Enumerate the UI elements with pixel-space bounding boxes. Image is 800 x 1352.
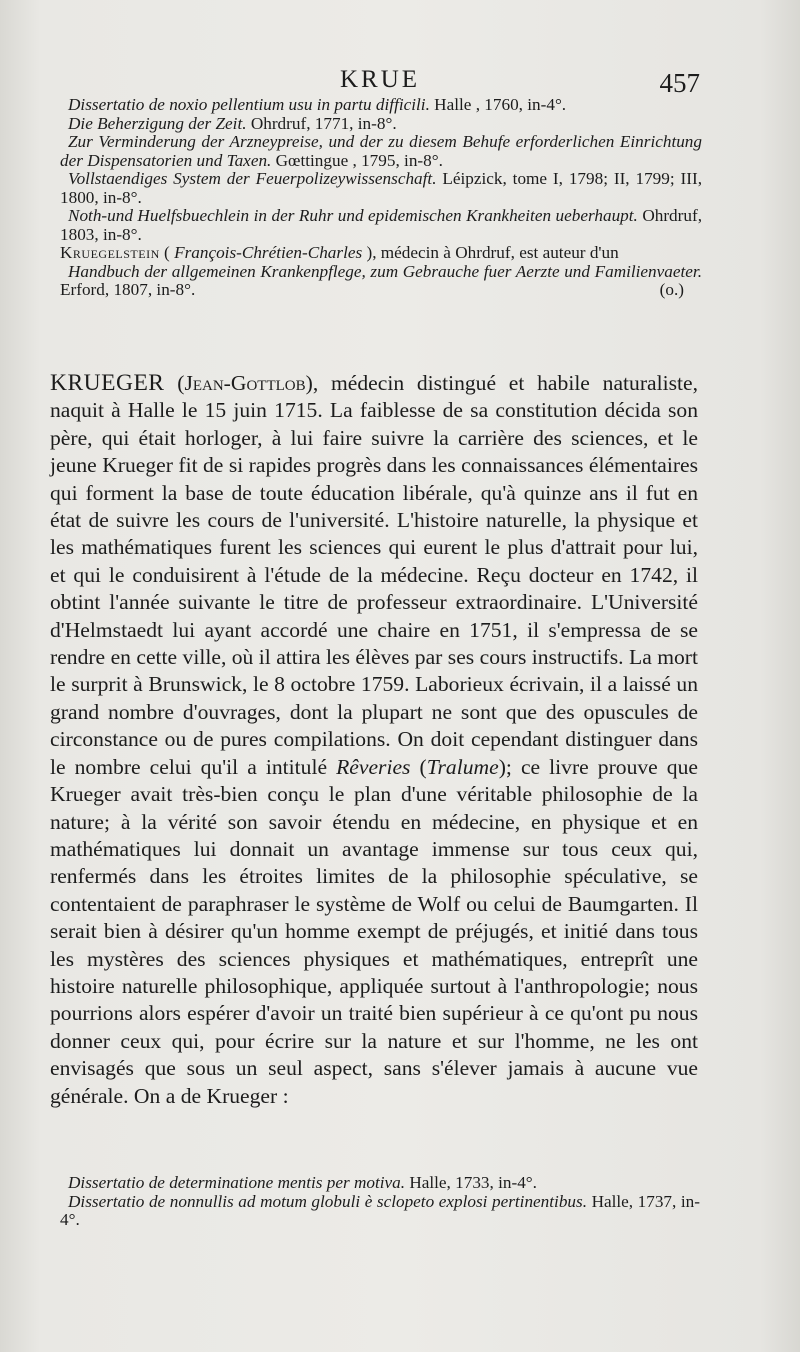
bibliography-entry — [60, 1193, 700, 1230]
bibliography-entry — [60, 1174, 700, 1193]
work-imprint: Halle, 1737, in-4°. — [60, 1191, 700, 1229]
article-given-names: Jean-Gottlob — [184, 371, 306, 395]
bibliography-top — [60, 96, 702, 300]
bibliography-entry — [60, 207, 702, 244]
work-imprint: Erford, 1807, in-8°. — [60, 280, 196, 299]
kruegelstein-entry: Kruegelstein ( François-Chrétien-Charles ), médecin à Ohrdruf, est auteur d'un — [60, 243, 619, 262]
work-title: Noth-und Huelfsbuechlein in der Ruhr und epidemischen Krankheiten ueberhaupt. — [68, 206, 638, 225]
article-paragraph-part-2: ; ce livre prouve que Krueger avait très-bien conçu le plan d'une véritable philosophie de la nature; à la vérité son savoir étendu en médecine, en physique et en mathématiques lui donnait un avantage immense sur tous ceux qui, renfermés dans les étroites limites de la philosophie spéculative, se contentaient de paraphraser le système de Wolf ou celui de Baumgarten. Il serait bien à désirer qu'un homme exempt de préjugés, et initié dans tous les mystères des sciences physiques et mathématiques, entreprît une histoire naturelle philosophique, appliquée surtout à l'anthropologie; nous pourrions alors espérer d'avoir un traité bien supérieur à ce qu'ont pu nous donner ceux qui, pour écrire sur la nature et sur l'homme, ne les ont envisagés que sous un seul aspect, sans s'élever jamais à aucune vue générale. On a de Krueger : — [50, 754, 698, 1108]
work-title: Dissertatio de determinatione mentis per motiva. — [68, 1173, 406, 1192]
bibliography-entry — [60, 96, 702, 115]
work-title-reveries: Rêveries — [336, 754, 411, 779]
work-title-traume: Tralume — [426, 754, 499, 779]
article-body: KRUEGER (Jean-Gottlob), médecin distingué et habile naturaliste, naquit à Halle le 15 juin 1715. La faiblesse de sa constitution décida son père, qui était horloger, à lui faire suivre la carrière des sciences, et le jeune Krueger fit de si rapides progrès dans les connaissances élémentaires qui forment la base de toute éducation libérale, qu'à quinze ans il fut en état de suivre les cours de l'université. L'histoire naturelle, la physique et les mathématiques furent les sciences qui eurent le plus d'attrait pour lui, et qui le conduisirent à l'étude de la médecine. Reçu docteur en 1742, il obtint l'année suivante le titre de professeur extraordinaire. L'Université d'Helmstaedt lui ayant accordé une chaire en 1751, il s'empressa de se rendre en cette ville, où il attira les élèves par ses cours instructifs. La mort le surprit à Brunswick, le 8 octobre 1759. Laborieux écrivain, il a laissé un grand nombre d'ouvrages, dont la plupart ne sont que des opuscules de circonstance ou de pures compilations. On doit cependant distinguer dans le nombre celui qu'il a intitulé Rêveries (Tralume); ce livre prouve que Krueger avait très-bien conçu le plan d'une véritable philosophie de la nature; à la vérité son savoir étendu en médecine, en physique et en mathématiques lui donnait un avantage immense sur tous ceux qui, renfermés dans les étroites limites de la philosophie spéculative, se contentaient de paraphraser le système de Wolf ou celui de Baumgarten. Il serait bien à désirer qu'un homme exempt de préjugés, et initié dans tous les mystères des sciences physiques et mathématiques, entreprît une histoire naturelle philosophique, appliquée surtout à l'anthropologie; nous pourrions alors espérer d'avoir un traité bien supérieur à ce qu'ont pu nous donner ceux qui, pour écrire sur la nature et sur l'homme, ne les ont envisagés que sous un seul aspect, sans s'élever jamais à aucune vue générale. On a de Krueger : — [50, 370, 698, 1108]
running-head: KRUE — [339, 66, 421, 93]
work-imprint: Gœttingue , 1795, in-8°. — [271, 150, 443, 170]
entry-given-names: François-Chrétien-Charles — [174, 243, 363, 262]
work-imprint: Ohrdruf, 1771, in-8°. — [246, 113, 397, 133]
page-header — [60, 64, 700, 96]
article-headword: KRUEGER — [50, 370, 165, 396]
work-title: Dissertatio de noxio pellentium usu in partu difficili. — [68, 95, 430, 114]
work-title: Die Beherzigung der Zeit. — [68, 113, 247, 133]
work-imprint: Léipzick, tome I, 1798; II, 1799; III, 1800, in-8°. — [60, 169, 702, 207]
work-title: Dissertatio de nonnullis ad motum globuli è sclopeto explosi pertinentibus. — [68, 1191, 587, 1211]
work-imprint: Halle, 1733, in-4°. — [405, 1173, 537, 1192]
bibliography-entry — [60, 133, 702, 170]
bibliography-entry — [60, 115, 702, 134]
page-number: 457 — [659, 68, 700, 98]
bibliography-entry — [60, 170, 702, 207]
work-title: Vollstaendiges System der Feuerpolizeywissenschaft. — [68, 169, 437, 188]
work-title: Handbuch der allgemeinen Krankenpflege, zum Gebrauche fuer Aerzte und Familienvaeter. — [68, 261, 702, 281]
entry-name: Kruegelstein — [60, 243, 160, 262]
work-imprint: Ohrdruf, 1803, in-8°. — [60, 206, 702, 244]
entry-description: , médecin à Ohrdruf, est auteur d'un — [372, 243, 619, 262]
work-title: Zur Verminderung der Arzneypreise, und der zu diesem Behufe erforderlichen Einrichtung der Dispensatorien und Taxen. — [60, 132, 702, 170]
article-paragraph-part-1: ), médecin distingué et habile naturaliste, naquit à Halle le 15 juin 1715. La faiblesse de sa constitution décida son père, qui était horloger, à lui faire suivre la carrière des sciences, et le jeune Krueger fit de si rapides progrès dans les connaissances élémentaires qui forment la base de toute éducation libérale, qu'à quinze ans il fut en état de suivre les cours de l'université. L'histoire naturelle, la physique et les mathématiques furent les sciences qui eurent le plus d'attrait pour lui, et qui le conduisirent à l'étude de la médecine. Reçu docteur en 1742, il obtint l'année suivante le titre de professeur extraordinaire. L'Université d'Helmstaedt lui ayant accordé une chaire en 1751, il s'empressa de se rendre en cette ville, où il attira les élèves par ses cours instructifs. La mort le surprit à Brunswick, le 8 octobre 1759. Laborieux écrivain, il a laissé un grand nombre d'ouvrages, dont la plupart ne sont que des opuscules de circonstance ou de pures compilations. On doit cependant distinguer dans le nombre celui qu'il a intitulé — [50, 371, 698, 779]
bibliography-entry — [60, 263, 702, 300]
bibliography-bottom — [60, 1174, 700, 1230]
author-signature: (o.) — [659, 280, 684, 299]
work-imprint: Halle , 1760, in-4°. — [429, 95, 567, 114]
